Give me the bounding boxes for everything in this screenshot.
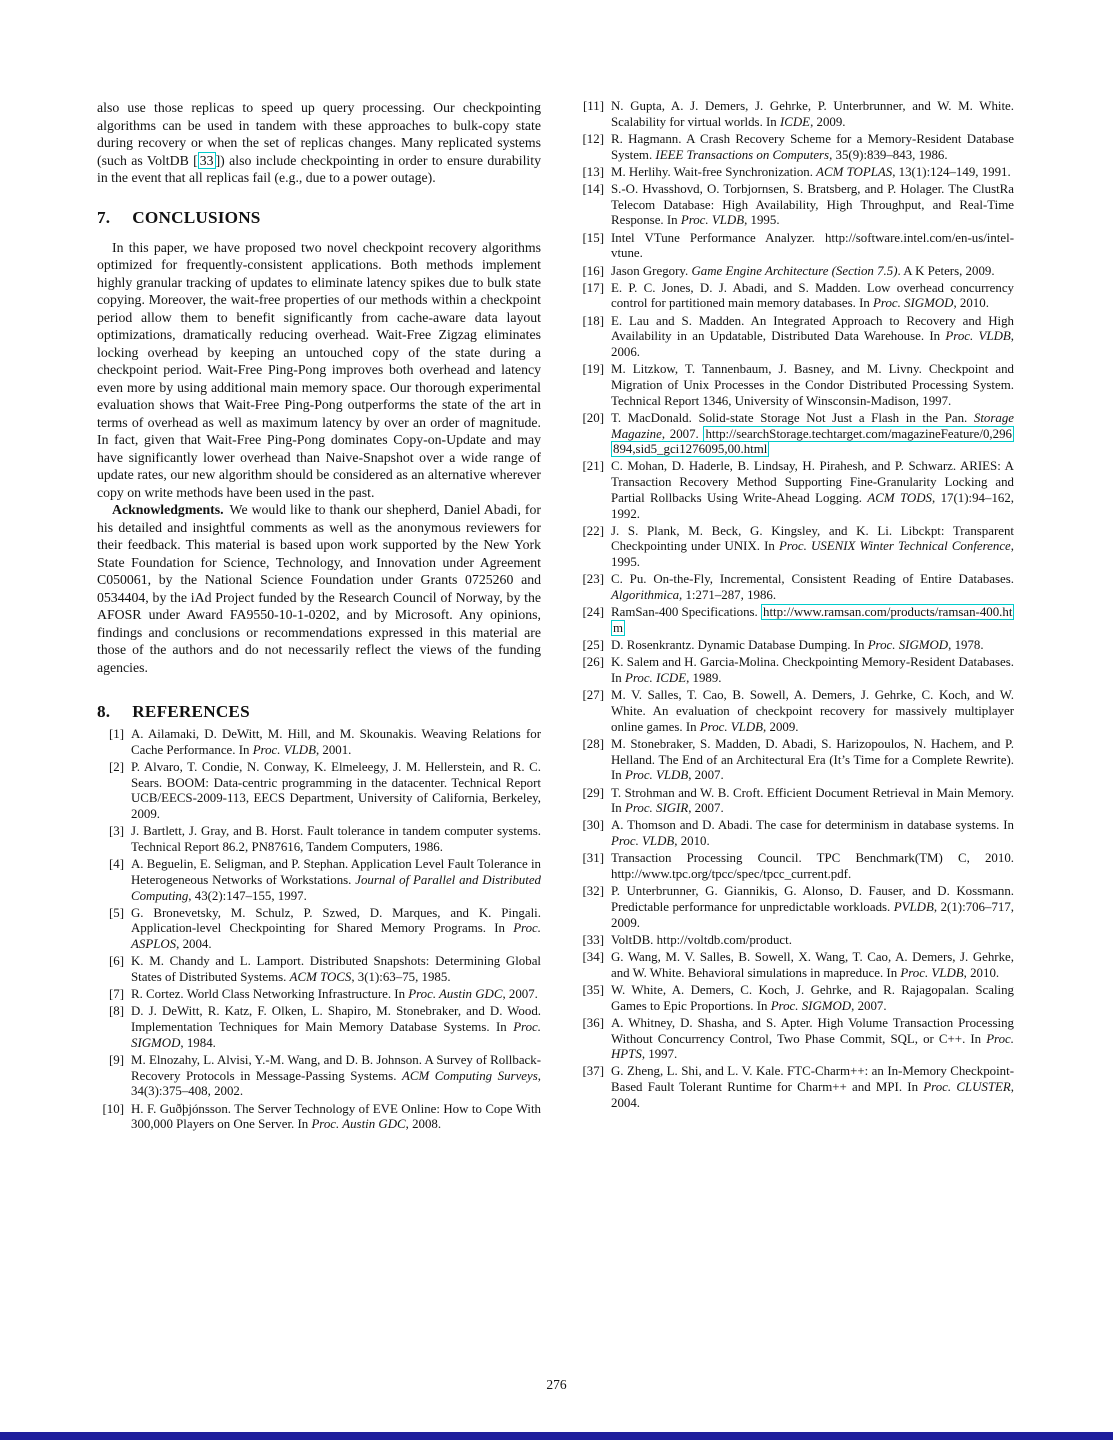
text-segment: G. Wang, M. V. Salles, B. Sowell, X. Wang, T. Cao, A. Demers, J. Gehrke, and W. White. Behavioral simulations in mapreduce. In (611, 950, 1014, 980)
reference-item (577, 884, 1014, 931)
text-segment: Proc. VLDB (252, 742, 316, 757)
text-segment: Proc. VLDB (699, 719, 764, 734)
acknowledgments-text: We would like to thank our shepherd, Daniel Abadi, for his detailed and insightful comments as well as the anonymous reviewers for their feedback. This material is based upon work supported by the New York State Foundation for Science, Technology, and Innovation under Agreement C050061, by the National Science Foundation under Grants 0725260 and 0534404, by the iAd Project funded by the Research Council of Norway, by the AFOSR under Award FA9550-10-1-0202, and by Microsoft. Any opinions, findings and conclusions or recommendations expressed in this material are those of the authors and do not necessarily reflect the views of the funding agencies. (97, 502, 541, 675)
reference-text (611, 638, 1014, 654)
text-segment: Proc. VLDB (945, 329, 1011, 344)
text-segment: P. Unterbrunner, G. Giannikis, G. Alonso, D. Fauser, and D. Kossmann. Predictable performance for unpredictable workloads. (611, 884, 1014, 914)
text-segment: , 2007. (688, 768, 724, 783)
text-segment: , 1984. (180, 1035, 216, 1050)
reference-number: [37] (582, 1064, 604, 1079)
reference-text (611, 281, 1014, 312)
reference-number: [12] (582, 131, 604, 146)
reference-number: [21] (582, 459, 604, 474)
text-segment: C. Mohan, D. Haderle, B. Lindsay, H. Pirahesh, and P. Schwarz. ARIES: A Transaction Recovery Method Supporting Fine-Granularity Locking and Partial Rollbacks Using Write-Ahead Logging. (611, 459, 1014, 505)
reference-item (577, 132, 1014, 163)
reference-number: [28] (582, 736, 604, 751)
text-segment: Algorithmica (611, 588, 680, 603)
text-segment: Proc. ICDE (624, 671, 687, 686)
reference-number: [9] (108, 1053, 124, 1068)
reference-number: [5] (108, 905, 124, 920)
text-segment: Game Engine Architecture (Section 7.5) (691, 263, 898, 278)
reference-number: [18] (582, 313, 604, 328)
reference-text (611, 983, 1014, 1014)
text-segment: Proc. ASPLOS (131, 921, 541, 952)
reference-number: [24] (582, 605, 604, 620)
text-segment: Proc. VLDB (624, 768, 689, 783)
text-segment: C. Pu. On-the-Fly, Incremental, Consistent Reading of Entire Databases. (611, 572, 1014, 587)
text-segment: T. MacDonald. Solid-state Storage Not Just a Flash in the Pan. (611, 410, 974, 425)
reference-text (611, 655, 1014, 686)
text-segment: , 13(1):124–149, 1991. (892, 164, 1011, 179)
text-segment: Storage Magazine (611, 410, 1014, 441)
reference-number: [7] (108, 987, 124, 1002)
reference-item (577, 231, 1014, 262)
reference-text (131, 906, 541, 953)
reference-number: [30] (582, 818, 604, 833)
text-segment: Proc. Austin GDC (311, 1117, 406, 1132)
reference-text (611, 933, 1014, 949)
reference-text (611, 182, 1014, 229)
text-segment: Proc. CLUSTER (923, 1080, 1011, 1095)
reference-text (611, 459, 1014, 522)
reference-item (97, 1053, 541, 1100)
reference-text (131, 1053, 541, 1100)
text-segment: ACM TOCS (289, 970, 352, 985)
text-segment: J. S. Plank, M. Beck, G. Kingsley, and K. Li. Libckpt: Transparent Checkpointing under UNIX. In (611, 523, 1014, 554)
text-segment: , 2007. (851, 998, 887, 1013)
reference-item (577, 786, 1014, 817)
reference-item (97, 760, 541, 823)
reference-item (577, 933, 1014, 949)
text-segment: T. Strohman and W. B. Croft. Efficient Document Retrieval in Main Memory. In (611, 785, 1014, 816)
text-segment: P. Alvaro, T. Condie, N. Conway, K. Elmeleegy, J. M. Hellerstein, and R. C. Sears. BOOM: Data-centric programming in the datacenter. Technical Report UCB/EECS-2009-113, EECS Department, University of California, Berkeley, 2009. (131, 759, 541, 822)
text-segment: , 1978. (948, 638, 984, 653)
text-segment: IEEE Transactions on Computers (655, 147, 830, 162)
reference-number: [34] (582, 950, 604, 965)
reference-number: [6] (108, 954, 124, 969)
reference-item (577, 818, 1014, 849)
section-title: CONCLUSIONS (132, 207, 261, 227)
text-segment: Proc. SIGIR (624, 801, 689, 816)
reference-item (577, 264, 1014, 280)
reference-text (611, 132, 1014, 163)
text-segment: Proc. Austin GDC (408, 987, 503, 1002)
reference-item (577, 362, 1014, 409)
reference-number: [17] (582, 280, 604, 295)
text-segment: , 2010. (674, 834, 710, 849)
text-segment: VoltDB. http://voltdb.com/product. (611, 932, 792, 947)
left-column (97, 99, 541, 1135)
reference-text (611, 572, 1014, 603)
text-segment: , 2007. (502, 987, 538, 1002)
text-segment: M. Litzkow, T. Tannenbaum, J. Basney, and M. Livny. Checkpoint and Migration of Unix Processes in the Condor Distributed Processing System. Technical Report 1346, University of Winsconsin-Madison, 1997. (611, 362, 1014, 408)
reference-text (131, 857, 541, 904)
references-heading (97, 702, 541, 722)
text-segment: D. J. DeWitt, R. Katz, F. Olken, L. Shapiro, M. Stonebraker, and D. Wood. Implementation Techniques for Main Memory Database Systems. In (131, 1004, 541, 1035)
text-segment: , 1995. (744, 213, 780, 228)
bottom-edge-bar (0, 1432, 1113, 1440)
reference-number: [20] (582, 410, 604, 425)
reference-text (611, 411, 1014, 458)
reference-text (131, 987, 541, 1003)
reference-number: [33] (582, 932, 604, 947)
references-list-left (97, 727, 541, 1133)
reference-item (577, 314, 1014, 361)
text-segment: A. Thomson and D. Abadi. The case for determinism in database systems. In (611, 818, 1014, 833)
text-segment: Jason Gregory. (611, 263, 692, 278)
text-segment: . A K Peters, 2009. (897, 263, 995, 278)
text-segment: ICDE (779, 114, 811, 129)
text-segment: , 2008. (405, 1117, 442, 1132)
text-segment: A. Whitney, D. Shasha, and S. Apter. High Volume Transaction Processing Without Concurrency Control, Two Phase Commit, SQL, or C++. In (611, 1015, 1014, 1046)
text-segment: E. P. C. Jones, D. J. Abadi, and S. Madden. Low overhead concurrency control for partitioned main memory databases. In (611, 280, 1014, 311)
reference-item (577, 950, 1014, 981)
reference-number: [35] (582, 982, 604, 997)
reference-text (611, 851, 1014, 882)
reference-number: [22] (582, 523, 604, 538)
text-segment: Proc. VLDB (611, 834, 675, 849)
reference-text (131, 727, 541, 758)
reference-item (577, 655, 1014, 686)
intro-paragraph (97, 99, 541, 187)
text-segment: , 2001. (315, 742, 352, 757)
acknowledgments-paragraph (97, 501, 541, 676)
text-segment: also use those replicas to speed up query processing. Our checkpointing algorithms can be used in tandem with these approaches to bulk-copy state during recovery or when the set of replicas changes. Many replicated systems (such as VoltDB [ (97, 100, 541, 168)
text-segment: , 1:271–287, 1986. (679, 588, 777, 603)
reference-item (577, 165, 1014, 181)
reference-item (577, 411, 1014, 458)
text-segment: Journal of Parallel and Distributed Computing (131, 872, 541, 903)
text-segment: J. Bartlett, J. Gray, and B. Horst. Fault tolerance in tandem computer systems. Technical Report 86.2, PN87616, Tandem Computers, 1986. (131, 824, 541, 854)
text-segment: , 2007. (661, 426, 704, 441)
text-segment: , 34(3):375–408, 2002. (131, 1068, 541, 1099)
reference-number: [10] (102, 1101, 124, 1116)
conclusions-paragraph: In this paper, we have proposed two novel checkpoint recovery algorithms optimized for frequently-consistent applications. Both methods implement highly granular tracking of updates to eliminate latency spikes due to bulk state copying. Moreover, the wait-free properties of our methods within a checkpoint period allow them to benefit significantly from cache-aware data layout optimizations, dramatically reducing overhead. Wait-Free Zigzag eliminates locking overhead by keeping an untouched copy of the state during a checkpoint period. Wait-Free Ping-Pong improves both overhead and latency even more by using additional main memory space. Our thorough experimental evaluation shows that Wait-Free Ping-Pong outperforms the state of the art in terms of overhead as well as maximum latency by over an order of magnitude. In fact, given that Wait-Free Ping-Pong dominates Copy-on-Update and may have significantly lower overhead than Naive-Snapshot over a wide range of update rates, our new algorithm should be considered as an alternative wherever copy on write methods have been used in the past. (97, 239, 541, 500)
text-segment: ACM TOPLAS (816, 164, 893, 179)
acknowledgments-label: Acknowledgments. (112, 502, 224, 517)
reference-item (577, 851, 1014, 882)
section-title: REFERENCES (132, 702, 250, 721)
reference-item (97, 857, 541, 904)
text-segment: Proc. VLDB (680, 213, 745, 228)
reference-number: [16] (582, 263, 604, 278)
reference-text (611, 884, 1014, 931)
text-segment: G. Zheng, L. Shi, and L. V. Kale. FTC-Charm++: an In-Memory Checkpoint-Based Fault Tolerant Runtime for Charm++ and MPI. In (611, 1064, 1014, 1095)
text-segment: , 2004. (611, 1080, 1014, 1110)
text-segment: , 43(2):147–155, 1997. (188, 888, 307, 903)
text-segment: M. V. Salles, T. Cao, B. Sowell, A. Demers, J. Gehrke, C. Koch, and W. White. An evaluation of checkpoint recovery for massively multiplayer online games. In (611, 688, 1014, 734)
reference-item (577, 638, 1014, 654)
text-segment: , 2009. (763, 719, 799, 734)
reference-text (611, 99, 1014, 130)
text-segment: , 1995. (611, 539, 1015, 570)
text-segment: E. Lau and S. Madden. An Integrated Approach to Recovery and High Availability in an Updatable, Distributed Data Warehouse. In (611, 313, 1014, 344)
reference-number: [4] (108, 857, 124, 872)
text-segment: R. Hagmann. A Crash Recovery Scheme for a Memory-Resident Database System. (611, 131, 1014, 162)
text-segment: , 2004. (176, 937, 212, 952)
text-segment: Proc. USENIX Winter Technical Conference (779, 539, 1011, 554)
reference-item (97, 906, 541, 953)
reference-text (611, 818, 1014, 849)
section-number: 7. (97, 207, 111, 227)
reference-number: [19] (582, 362, 604, 377)
text-segment: Proc. SIGMOD (867, 638, 949, 653)
text-segment: , 1989. (686, 671, 722, 686)
reference-number: [25] (582, 638, 604, 653)
text-segment: K. Salem and H. Garcia-Molina. Checkpointing Memory-Resident Databases. In (611, 655, 1014, 686)
reference-item (97, 1004, 541, 1051)
reference-item (577, 459, 1014, 522)
text-segment: , 3(1):63–75, 1985. (351, 970, 451, 985)
text-segment: Proc. SIGMOD (770, 998, 852, 1013)
text-segment: S.-O. Hvasshovd, O. Torbjornsen, S. Bratsberg, and P. Holager. The ClustRa Telecom Database: High Availability, High Throughput, and Real-Time Response. In (611, 182, 1014, 228)
reference-text (611, 950, 1014, 981)
text-segment: K. M. Chandy and L. Lamport. Distributed Snapshots: Determining Global States of Distributed Systems. (131, 954, 541, 985)
section-number: 8. (97, 702, 111, 721)
text-segment: R. Cortez. World Class Networking Infrastructure. In (131, 987, 409, 1002)
text-segment: W. White, A. Demers, C. Koch, J. Gehrke, and R. Rajagopalan. Scaling Games to Epic Proportions. In (611, 982, 1014, 1013)
reference-text (611, 688, 1014, 735)
reference-item (97, 987, 541, 1003)
reference-number: [11] (583, 99, 604, 113)
reference-text (611, 1016, 1014, 1063)
reference-text (611, 264, 1014, 280)
text-segment: PVLDB (893, 899, 934, 914)
text-segment: M. Herlihy. Wait-free Synchronization. (611, 164, 817, 179)
text-segment: G. Bronevetsky, M. Schulz, P. Szwed, D. Marques, and K. Pingali. Application-level Checkpointing for Shared Memory Programs. In (131, 905, 541, 936)
text-segment: , 2009. (810, 114, 846, 129)
link-annotation[interactable]: 33 (199, 152, 214, 168)
link-annotation[interactable]: http://www.ramsan.com/products/ramsan-400.htm (613, 605, 1013, 635)
reference-text (131, 824, 541, 855)
reference-item (577, 1064, 1014, 1111)
text-segment: Proc. SIGMOD (873, 296, 954, 311)
text-segment: H. F. Guðþjónsson. The Server Technology of EVE Online: How to Cope With 300,000 Players on One Server. In (131, 1101, 541, 1132)
reference-number: [13] (582, 164, 604, 179)
text-segment: M. Stonebraker, S. Madden, D. Abadi, S. Harizopoulos, N. Hachem, and P. Helland. The End of an Architectural Era (It’s Time for a Complete Rewrite). In (611, 736, 1014, 783)
reference-number: [14] (582, 182, 604, 197)
reference-text (611, 1064, 1014, 1111)
text-segment: , 35(9):839–843, 1986. (829, 147, 948, 162)
link-annotation[interactable]: http://searchStorage.techtarget.com/magazineFeature/0,296894,sid5_gci1276095,00.html (613, 426, 1012, 457)
text-segment: Proc. VLDB (900, 965, 964, 980)
references-list-right (577, 99, 1014, 1112)
reference-number: [32] (582, 884, 604, 899)
reference-number: [3] (108, 824, 124, 839)
text-segment: D. Rosenkrantz. Dynamic Database Dumping. In (611, 638, 868, 653)
reference-number: [2] (108, 759, 124, 774)
reference-text (131, 760, 541, 823)
reference-number: [36] (582, 1015, 604, 1030)
text-segment: ]) also include checkpointing in order to ensure durability in the event that all replicas fail (e.g., due to a power outage). (97, 152, 541, 185)
reference-number: [1] (108, 727, 124, 741)
reference-item (577, 99, 1014, 130)
text-segment: A. Beguelin, E. Seligman, and P. Stephan. Application Level Fault Tolerance in Heterogeneous Networks of Workstations. (131, 857, 541, 887)
reference-text (611, 314, 1014, 361)
reference-item (577, 182, 1014, 229)
reference-number: [27] (582, 688, 604, 703)
text-segment: Intel VTune Performance Analyzer. http://software.intel.com/en-us/intel-vtune. (611, 230, 1014, 261)
reference-item (97, 824, 541, 855)
text-segment: A. Ailamaki, D. DeWitt, M. Hill, and M. Skounakis. Weaving Relations for Cache Performance. In (131, 727, 541, 757)
text-segment: ACM Computing Surveys (402, 1068, 538, 1083)
reference-item (577, 983, 1014, 1014)
text-segment: , 1997. (641, 1047, 678, 1062)
text-segment: M. Elnozahy, L. Alvisi, Y.-M. Wang, and D. B. Johnson. A Survey of Rollback-Recovery Protocols in Message-Passing Systems. (131, 1053, 541, 1083)
reference-number: [15] (582, 230, 604, 245)
reference-text (611, 165, 1014, 181)
text-segment: , 2010. (953, 296, 989, 311)
text-segment: Proc. HPTS (611, 1031, 1014, 1062)
reference-text (611, 786, 1014, 817)
reference-text (611, 231, 1014, 262)
text-segment: , 2010. (963, 965, 1000, 980)
reference-text (611, 524, 1014, 571)
text-segment: N. Gupta, A. J. Demers, J. Gehrke, P. Unterbrunner, and W. M. White. Scalability for virtual worlds. In (611, 99, 1014, 129)
reference-number: [23] (582, 572, 604, 587)
right-column (577, 99, 1014, 1135)
text-segment: ACM TODS (867, 490, 932, 505)
reference-item (577, 281, 1014, 312)
reference-number: [26] (582, 655, 604, 670)
reference-number: [8] (108, 1004, 124, 1019)
reference-item (577, 737, 1014, 784)
text-segment: Proc. SIGMOD (131, 1020, 541, 1050)
conclusions-heading (97, 208, 541, 228)
reference-item (97, 727, 541, 758)
reference-text (131, 954, 541, 985)
reference-item (577, 1016, 1014, 1063)
reference-number: [31] (582, 851, 604, 866)
text-segment: , 2(1):706–717, 2009. (611, 899, 1015, 930)
two-column-layout (97, 99, 1014, 1135)
reference-text (611, 362, 1014, 409)
reference-item (577, 605, 1014, 636)
text-segment: , 17(1):94–162, 1992. (611, 490, 1015, 521)
page-number: 276 (546, 1377, 567, 1392)
reference-item (97, 1102, 541, 1133)
reference-number: [29] (582, 785, 604, 800)
reference-text (131, 1102, 541, 1133)
text-segment: , 2007. (688, 801, 724, 816)
text-segment: RamSan-400 Specifications. (611, 605, 762, 620)
reference-item (577, 688, 1014, 735)
text-segment: Transaction Processing Council. TPC Benchmark(TM) C, 2010. http://www.tpc.org/tpcc/spec/tpcc_current.pdf. (611, 851, 1014, 882)
reference-item (577, 572, 1014, 603)
reference-item (97, 954, 541, 985)
reference-text (611, 605, 1014, 636)
reference-text (611, 737, 1014, 784)
text-segment: , 2006. (611, 329, 1014, 360)
reference-text (131, 1004, 541, 1051)
reference-item (577, 524, 1014, 571)
